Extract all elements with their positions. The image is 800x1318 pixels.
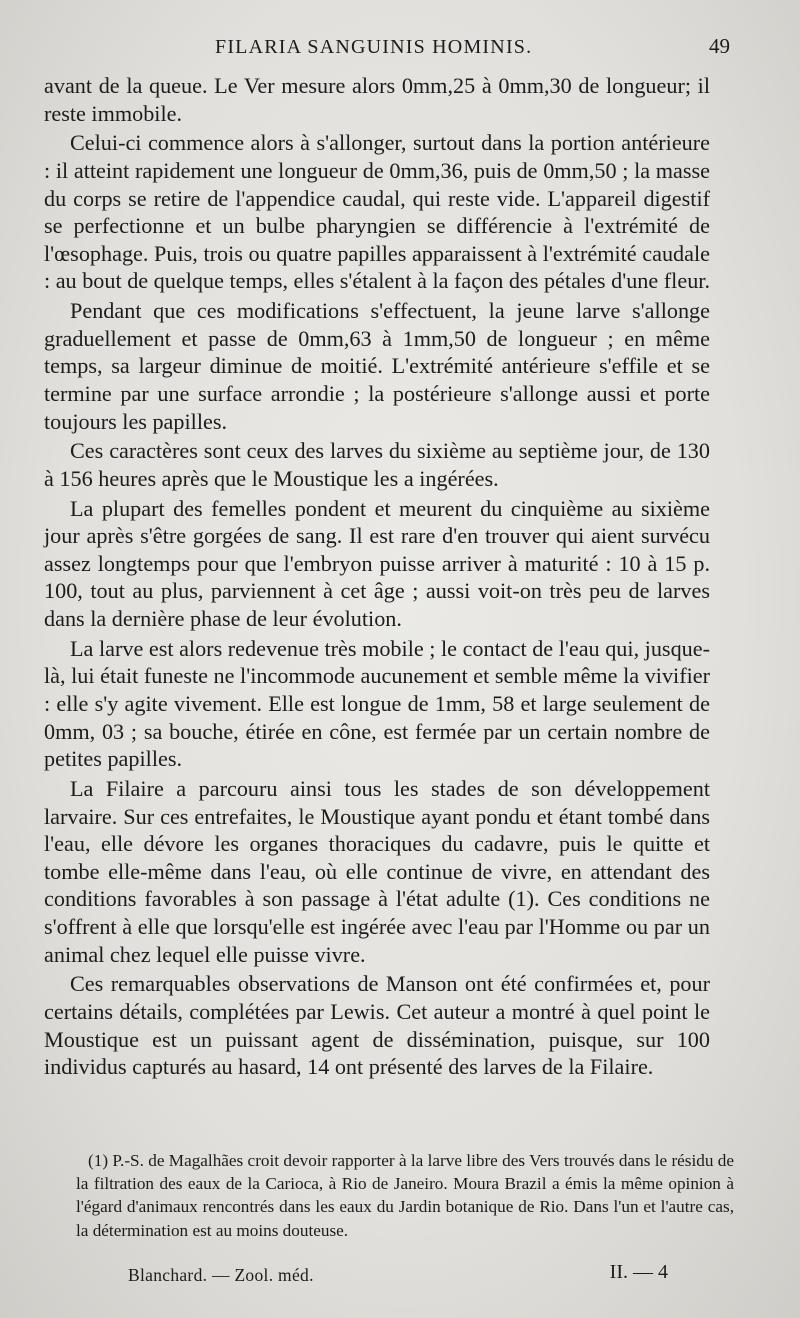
page-header — [40, 34, 730, 64]
paragraph: La larve est alors redevenue très mobile ; le contact de l'eau qui, jusque-là, lui était funeste ne l'incommode aucunement et semble même la vivifier : elle s'y agite vivement. Elle est longue de 1mm, 58 et large seulement de 0mm, 03 ; sa bouche, étirée en cône, est fermée par un certain nombre de petites papilles. — [44, 635, 710, 772]
paragraph: Ces caractères sont ceux des larves du sixième au septième jour, de 130 à 156 heures après que le Moustique les a ingérées. — [44, 438, 710, 491]
body-text — [44, 72, 710, 1083]
footer-sheet-mark: II. — 4 — [609, 1261, 668, 1283]
page-footer — [128, 1261, 688, 1295]
paragraph: La Filaire a parcouru ainsi tous les stades de son développement larvaire. Sur ces entrefaites, le Moustique ayant pondu et étant tombé dans l'eau, elle dévore les organes thoraciques du cadavre, puis le quitte et tombe elle-même dans l'eau, où elle continue de vivre, en attendant des conditions favorables à son passage à l'état adulte (1). Ces conditions ne s'offrent à elle que lorsqu'elle est ingérée avec l'eau par l'Homme ou par un animal chez lequel elle puisse vivre. — [44, 775, 710, 967]
paragraph: Pendant que ces modifications s'effectuent, la jeune larve s'allonge graduellement et passe de 0mm,63 à 1mm,50 de longueur ; en même temps, sa largeur diminue de moitié. L'extrémité antérieure s'effile et se termine par une surface arrondie ; la postérieure s'allonge aussi et porte toujours les papilles. — [44, 298, 710, 434]
page-number: 49 — [709, 34, 730, 58]
paragraph: La plupart des femelles pondent et meurent du cinquième au sixième jour après s'être gorgées de sang. Il est rare d'en trouver qui aient survécu assez longtemps pour que l'embryon puisse arriver à maturité : 10 à 15 p. 100, tout au plus, parviennent à cet âge ; aussi voit-on très peu de larves dans la dernière phase de leur évolution. — [44, 495, 710, 632]
paragraph: avant de la queue. Le Ver mesure alors 0mm,25 à 0mm,30 de longueur; il reste immobile. — [44, 73, 710, 126]
footnote — [76, 1149, 734, 1242]
running-title: FILARIA SANGUINIS HOMINIS. — [215, 36, 533, 58]
footer-signature: Blanchard. — Zool. méd. — [128, 1265, 314, 1285]
footnote-text: (1) P.-S. de Magalhães croit devoir rapporter à la larve libre des Vers trouvés dans le résidu de la filtration des eaux de la Carioca, à Rio de Janeiro. Moura Brazil a émis la même opinion à l'égard d'animaux rencontrés dans les eaux du Jardin botanique de Rio. Dans l'un et l'autre cas, la détermination est au moins douteuse. — [76, 1151, 734, 1240]
paragraph: Ces remarquables observations de Manson ont été confirmées et, pour certains détails, complétées par Lewis. Cet auteur a montré à quel point le Moustique est un puissant agent de dissémination, puisque, sur 100 individus capturés au hasard, 14 ont présenté des larves de la Filaire. — [44, 971, 710, 1080]
paragraph: Celui-ci commence alors à s'allonger, surtout dans la portion antérieure : il atteint rapidement une longueur de 0mm,36, puis de 0mm,50 ; la masse du corps se retire de l'appendice caudal, qui reste vide. L'appareil digestif se perfectionne et un bulbe pharyngien se différencie à l'extrémité de l'œsophage. Puis, trois ou quatre papilles apparaissent à l'extrémité caudale : au bout de quelque temps, elles s'étalent à la façon des pétales d'une fleur. — [44, 130, 710, 294]
